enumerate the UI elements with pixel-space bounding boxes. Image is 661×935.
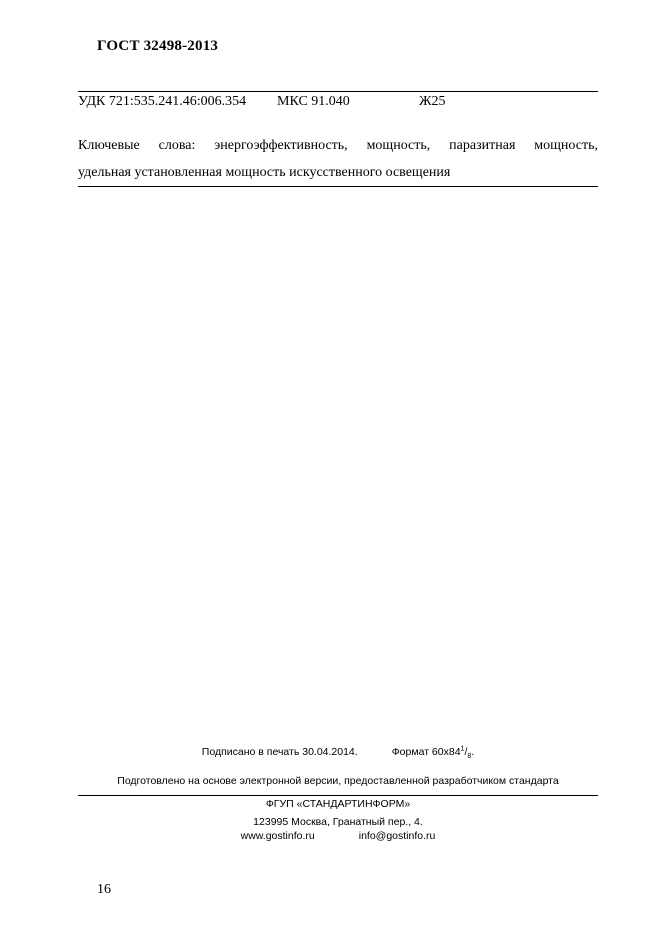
publisher-contacts [78, 830, 598, 842]
keywords-paragraph [78, 132, 598, 186]
paper-format: Формат $60х84^1/_8$. [391, 745, 475, 761]
format-suffix: . [471, 746, 475, 758]
page-number: 16 [97, 882, 111, 897]
publisher-address: 123995 Москва, Гранатный пер., 4. [253, 816, 423, 828]
top-divider [78, 91, 598, 92]
keywords-line-1: Ключевые слова: энергоэффективность, мощность, паразитная мощность, [78, 138, 598, 153]
classification-line [78, 94, 446, 110]
format-denominator: 8 [467, 753, 472, 761]
keywords-line-2: удельная установленная мощность искусственного освещения [78, 165, 451, 180]
signed-date: Подписано в печать 30.04.2014. [201, 746, 358, 758]
keywords-divider [78, 186, 598, 187]
website-link[interactable]: www.gostinfo.ru [240, 830, 315, 842]
mks-code: МКС 91.040 [277, 94, 350, 109]
imprint-divider [78, 795, 598, 796]
standard-id: ГОСТ 32498-2013 [97, 38, 219, 54]
print-signoff-row [78, 745, 598, 761]
publisher-name: ФГУП «СТАНДАРТИНФОРМ» [265, 798, 411, 810]
format-prefix: Формат 60х84 [391, 746, 461, 758]
format-numerator: 1 [460, 745, 465, 753]
prepared-note: Подготовлено на основе электронной версии, предоставленной разработчиком стандарта [117, 775, 559, 787]
okstu-code: Ж25 [419, 94, 446, 109]
udk-code: УДК 721:535.241.46:006.354 [78, 94, 247, 109]
email-link[interactable]: info@gostinfo.ru [358, 830, 436, 842]
